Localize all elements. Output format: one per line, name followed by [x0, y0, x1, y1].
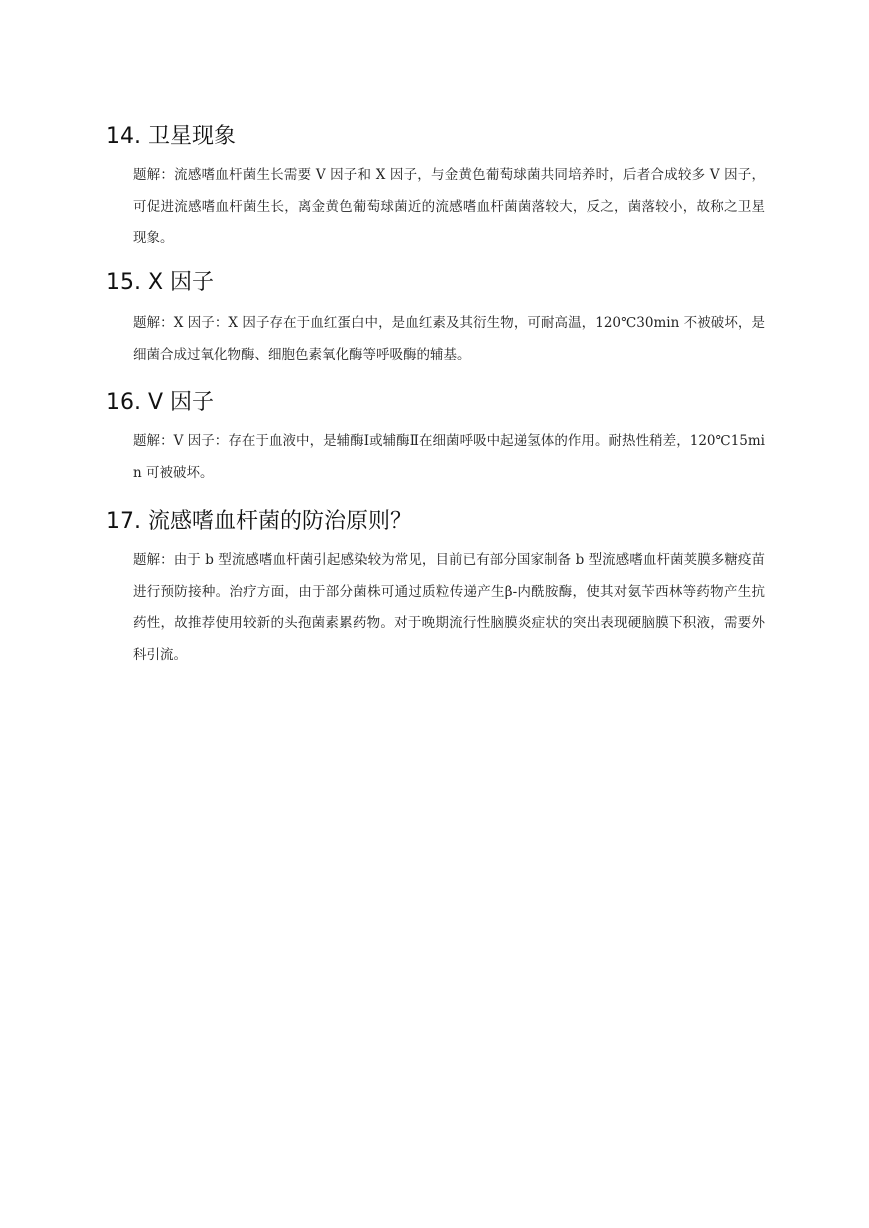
- answer-text: 流感嗜血杆菌生长需要 V 因子和 X 因子，与金黄色葡萄球菌共同培养时，后者合成较多 V 因子，可促进流感嗜血杆菌生长，离金黄色葡萄球菌近的流感嗜血杆菌菌落较大，反之，菌落较小，故称之卫星现象。: [133, 167, 766, 246]
- answer-text: 由于 b 型流感嗜血杆菌引起感染较为常见，目前已有部分国家制备 b 型流感嗜血杆菌荚膜多糖疫苗进行预防接种。治疗方面，由于部分菌株可通过质粒传递产生β-内酰胺酶，使其对氨苄西林等药物产生抗药性，故推荐使用较新的头孢菌素累药物。对于晚期流行性脑膜炎症状的突出表现硬脑膜下积液，需要外科引流。: [133, 552, 766, 663]
- section-heading: 17. 流感嗜血杆菌的防治原则？: [106, 509, 412, 534]
- answer-text: X 因子：X 因子存在于血红蛋白中，是血红素及其衍生物，可耐高温，120℃30min 不被破坏，是细菌合成过氧化物酶、细胞色素氧化酶等呼吸酶的辅基。: [133, 315, 765, 363]
- answer-paragraph: [133, 545, 765, 671]
- answer-paragraph: [133, 426, 765, 489]
- answer-text: V 因子：存在于血液中，是辅酶Ⅰ或辅酶Ⅱ在细菌呼吸中起递氢体的作用。耐热性稍差，120℃15min 可被破坏。: [133, 433, 765, 481]
- answer-prefix: 题解：: [133, 315, 174, 331]
- answer-prefix: 题解：: [133, 552, 174, 568]
- answer-paragraph: [133, 308, 765, 371]
- section-heading: 15. X 因子: [106, 270, 215, 295]
- answer-prefix: 题解：: [133, 167, 175, 183]
- section-heading: 14. 卫星现象: [106, 124, 236, 149]
- answer-prefix: 题解：: [133, 433, 174, 449]
- section-heading: 16. V 因子: [106, 390, 215, 415]
- answer-paragraph: [133, 160, 765, 255]
